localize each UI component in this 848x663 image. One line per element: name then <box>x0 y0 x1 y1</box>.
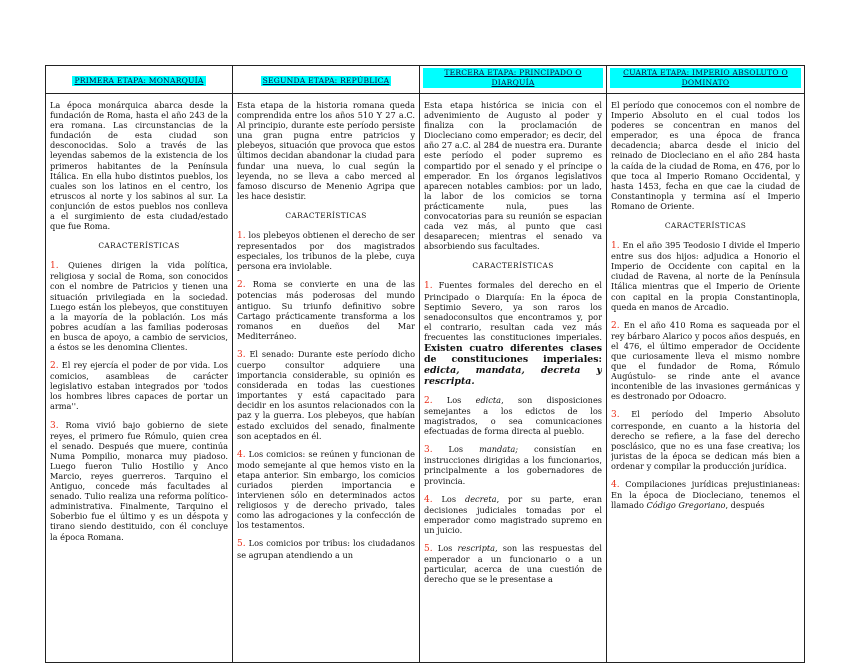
list-item <box>424 543 602 584</box>
item-text: , son disposiciones semejantes a los edictos de los magistrados, o sea comunicaciones efectuadas de forma directa al pueblo. <box>424 394 602 437</box>
list-item <box>424 494 602 535</box>
intro-text: Esta etapa histórica se inicia con el advenimiento de Augusto al poder y finaliza con la proclamación de Diocleciano como emperador; es decir, del año 27 a.C. al 284 de nuestra era. Durante este período el poder supremo es compartido por el senado y el príncipe o emperador. En los órganos legislativos aparecen notables cambios: por un lado, la labor de los comicios se torna prácticamente nula, pues las convocatorias para su reunión se espacian cada vez más, al punto que casi desaparecen; mientras el senado va absorbiendo sus facultades. <box>424 100 602 252</box>
item-text: los plebeyos obtienen el derecho de ser representados por dos magistrados especiales, los tribunos de la plebe, cuya persona era inviolable. <box>237 229 415 272</box>
item-text: , por su parte, eran decisiones judiciales tomadas por el emperador como magistrado supremo en un juicio. <box>424 493 602 535</box>
header-monarquia: PRIMERA ETAPA: MONARQUÍA <box>74 76 204 85</box>
item-text: En el año 410 Roma es saqueada por el rey bárbaro Alarico y pocos años después, en el 476, el último emperador de Occidente que curiosamente lleva el mismo nombre que el fundador de Roma, Rómulo Augústulo- se rinde ante el avance incontenible de las invasiones germánicas y es destronado por Odoacro. <box>611 319 800 402</box>
item-text: Compilaciones jurídicas prejustinianeas: En la época de Diocleciano, tenemos el llamado <box>611 479 800 511</box>
item-text: El período del Imperio Absoluto corresponde, en cuanto a la historia del derecho se refiere, a la fase del derecho posclásico, que no es una fase creativa; los juristas de la época se dedican más bien a ordenar y compilar la producción jurídica. <box>611 409 800 471</box>
term-italic: Código Gregoriano <box>646 500 726 511</box>
column-imperio-absoluto <box>607 94 805 663</box>
list-item <box>611 240 800 312</box>
list-item <box>611 409 800 471</box>
header-cell-4 <box>607 66 805 94</box>
item-text: Los <box>432 493 465 504</box>
header-cell-3 <box>420 66 607 94</box>
list-item <box>611 320 800 402</box>
item-text: Los <box>432 444 480 455</box>
item-number: 1. <box>424 281 433 292</box>
item-text: , después <box>725 500 765 511</box>
list-item <box>237 538 415 559</box>
header-row <box>46 66 805 94</box>
list-item <box>237 279 415 341</box>
item-number: 5. <box>424 544 433 554</box>
item-number: 1. <box>611 241 620 252</box>
header-principado: TERCERA ETAPA: PRINCIPADO O DIARQUÍA <box>423 68 603 88</box>
item-text: Quienes dirigen la vida política, religiosa y social de Roma, son conocidos con el nombre de Patricios y tienen una situación privilegiada en la sociedad. Luego están los plebeyos, que constituyen a la mayoría de la población. Los más pobres acudían a las familias poderosas en busca de apoyo, a cambio de servicios, a éstos se les denomina Clientes. <box>50 260 228 352</box>
column-principado <box>420 94 607 663</box>
section-heading: CARACTERÍSTICAS <box>285 210 367 220</box>
item-number: 5. <box>237 539 246 550</box>
item-number: 3. <box>611 410 620 421</box>
item-number: 2. <box>50 361 59 372</box>
item-text: Los <box>432 394 476 405</box>
item-number: 2. <box>611 320 620 331</box>
item-text: Los comicios: se reúnen y funcionan de modo semejante al que hemos visto en la etapa anterior. Sin embargo, los comicios curiados pierden importancia e intervienen sólo en determinados actos religiosos y de derecho privado, tales como las adrogaciones y la confección de los testamentos. <box>237 448 415 531</box>
list-item <box>424 280 602 386</box>
list-item <box>237 230 415 271</box>
emphasis-text: Existen cuatro diferentes clases de constituciones imperiales: <box>424 342 602 365</box>
item-text: El senado: Durante este período dicho cuerpo consultor adquiere una importancia considerable, su opinión es considerada en todas las cuestiones importantes y está capacitado para decidir en los asuntos relacionados con la paz y la guerra. Los plebeyos, que habían estado excluidos del senado, finalmente son aceptados en él. <box>237 348 415 441</box>
item-number: 4. <box>237 449 246 460</box>
item-text: Fuentes formales del derecho en el Principado o Diarquía: En la época de Septimio Severo, ya son raros los senadoconsultos que encontramos y, por el contrario, resultan cada vez más frecuentes las constituciones imperiales. <box>424 280 602 342</box>
term-italic: edicta <box>475 394 502 405</box>
section-heading: CARACTERÍSTICAS <box>664 221 747 231</box>
term-italic: mandata; <box>479 444 519 455</box>
column-monarquia <box>46 94 233 663</box>
header-republica: SEGUNDA ETAPA: REPÚBLICA <box>262 76 390 85</box>
roman-stages-table <box>45 65 805 663</box>
item-text: El rey ejercía el poder de por vida. Los comicios, asambleas de carácter legislativo estaban integrados por 'todos los hombres libres capaces de portar un arma''. <box>50 360 228 412</box>
item-number: 2. <box>237 280 246 291</box>
list-item <box>237 449 415 531</box>
list-item <box>50 420 228 542</box>
intro-text: La época monárquica abarca desde la fundación de Roma, hasta el año 243 de la era romana. Las circunstancias de la fundación de esta ciudad son desconocidas. Solo a través de las leyendas sabemos de la existencia de los primeros habitantes de la Península Itálica. En ella hubo distintos pueblos, los cuales son los latinos en el centro, los etruscos al norte y los sabinos al sur. La conjunción de estos pueblos nos conlleva a el surgimiento de esta ciudad/estado que fue Roma. <box>50 100 228 232</box>
item-text: Roma vivió bajo gobierno de siete reyes, el primero fue Rómulo, quien crea el senado. Después que muere, continúa Numa Pompilio, monarca muy piadoso. Luego fueron Tulio Hostilio y Anco Marcio, reyes guerreros. Tarquino el Antiguo, concede más facultades al senado. Tulio realiza una reforma político-administrativa. Finalmente, Tarquino el Soberbio fue el último y es un déspota y tirano siendo destituido, con él concluye la época Romana. <box>50 419 228 542</box>
list-item <box>237 349 415 441</box>
item-text: En el año 395 Teodosio I divide el Imperio entre sus dos hijos: adjudica a Honorio el Imperio de Occidente con capital en la ciudad de Ravena, al norte de la Península Itálica mientras que el Imperio de Oriente con capital en la propia Constantinopla, queda en manos de Arcadio. <box>611 240 800 312</box>
item-number: 2. <box>424 395 433 406</box>
item-number: 4. <box>611 480 620 490</box>
item-number: 3. <box>424 445 433 456</box>
list-item <box>424 444 602 485</box>
header-imperio-absoluto: CUARTA ETAPA: IMPERIO ABSOLUTO O DOMINATO <box>610 68 801 88</box>
item-text: , son las respuestas del emperador a un funcionario o a un particular, acerca de una cuestión de derecho que se le presentase a <box>424 543 602 585</box>
section-heading: CARACTERÍSTICAS <box>472 261 554 271</box>
item-text: Los <box>432 543 458 553</box>
list-item <box>50 260 228 352</box>
item-text: Los comicios por tribus: los ciudadanos se agrupan atendiendo a un <box>237 538 415 560</box>
item-number: 4. <box>424 494 433 505</box>
item-text: Roma se convierte en una de las potencias más poderosas del mundo antiguo. Su triunfo definitivo sobre Cartago prácticamente transforma a los romanos en dueños del Mar Mediterráneo. <box>237 279 415 341</box>
item-number: 1. <box>50 261 59 272</box>
item-number: 3. <box>50 420 59 431</box>
item-number: 1. <box>237 230 246 241</box>
intro-text: El período que conocemos con el nombre de Imperio Absoluto en el cual todos los poderes se concentran en manos del emperador, es una época de franca decadencia; abarca desde el inicio del reinado de Diocleciano en el año 284 hasta la caída de la ciudad de Roma, en 476, por lo que toca al Imperio Romano Occidental, y hasta 1453, fecha en que cae la ciudad de Constantinopla y termina así el Imperio Romano de Oriente. <box>611 100 800 211</box>
column-republica <box>233 94 420 663</box>
list-item <box>611 479 800 510</box>
content-row <box>46 94 805 663</box>
header-cell-1 <box>46 66 233 94</box>
term-italic: decreta <box>464 493 497 504</box>
intro-text: Esta etapa de la historia romana queda comprendida entre los años 510 Y 27 a.C. Al principio, durante este período persiste una gran pugna entre patricios y plebeyos, situación que provoca que estos últimos decidan abandonar la ciudad para fundar una nueva, lo cual según la leyenda, no se lleva a cabo merced al famoso discurso de Menenio Agripa que les hace desistir. <box>237 100 415 201</box>
term-italic: rescripta <box>457 543 495 553</box>
list-item <box>50 360 228 411</box>
section-heading: CARACTERÍSTICAS <box>98 241 180 251</box>
item-text: consistían en instrucciones dirigidas a los funcionarios, principalmente a los gobernadores de provincia. <box>424 444 602 486</box>
item-number: 3. <box>237 349 246 360</box>
emphasis-italic-text: edicta, mandata, decreta y rescripta. <box>424 364 602 387</box>
list-item <box>424 395 602 436</box>
header-cell-2 <box>233 66 420 94</box>
